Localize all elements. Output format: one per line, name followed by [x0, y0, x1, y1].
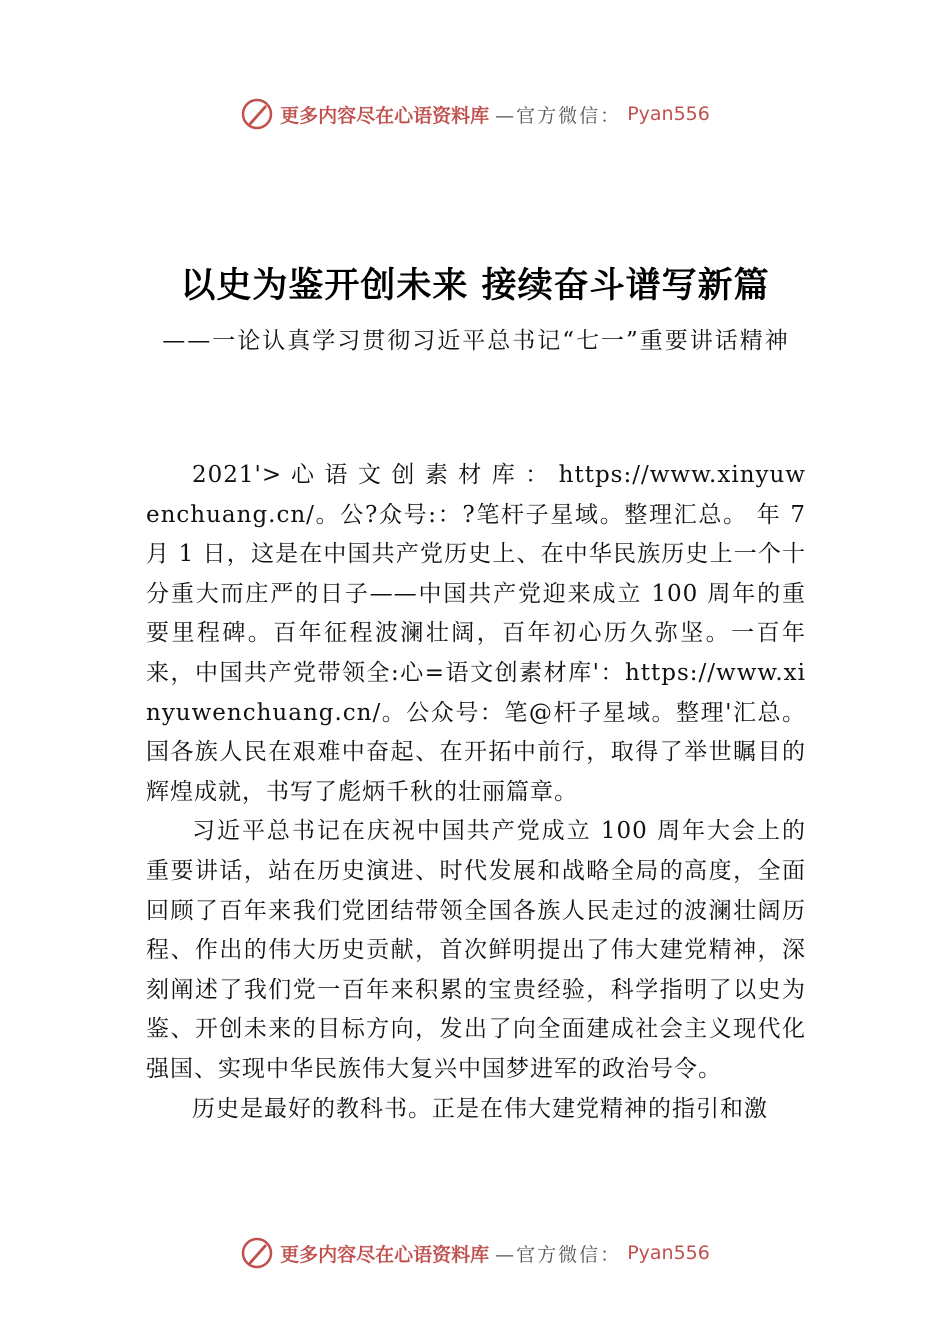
document-subtitle: ——一论认真学习贯彻习近平总书记“七一”重要讲话精神	[162, 328, 790, 354]
footer-official-label: —官方微信：	[495, 1243, 622, 1266]
footer-wechat-id: Pyan556	[627, 1242, 710, 1264]
header-brand: 更多内容尽在心语资料库	[280, 104, 490, 127]
body-paragraph-1: 2021'> 心 语 文 创 素 材 库 ： https://www.xinyuwenchuang.cn/。公?众号:：?笔杆子星域。整理汇总。 年 7 月 1 日，这是在中国共产党历史上、在中华民族历史上一个十分重大而庄严的日子——中国共产党迎来成立 100 周年的重要里程碑。百年征程波澜壮阔，百年初心历久弥坚。一百年来，中国共产党带领全:心=语文创素材库'：https://www.xinyuwenchuang.cn/。公众号：笔@杆子星域。整理'汇总。国各族人民在艰难中奋起、在开拓中前行，取得了举世瞩目的辉煌成就，书写了彪炳千秋的壮丽篇章。	[146, 462, 806, 805]
header-official-label: —官方微信：	[495, 104, 622, 127]
quill-logo-icon	[240, 1236, 274, 1270]
header-wechat-id: Pyan556	[627, 103, 710, 125]
document-title: 以史为鉴开创未来 接续奋斗谱写新篇	[180, 266, 770, 306]
footer-banner	[0, 1233, 950, 1273]
body-paragraph-2: 习近平总书记在庆祝中国共产党成立 100 周年大会上的重要讲话，站在历史演进、时代发展和战略全局的高度，全面回顾了百年来我们党团结带领全国各族人民走过的波澜壮阔历程、作出的伟大历史贡献，首次鲜明提出了伟大建党精神，深刻阐述了我们党一百年来积累的宝贵经验，科学指明了以史为鉴、开创未来的目标方向，发出了向全面建成社会主义现代化强国、实现中华民族伟大复兴中国梦进军的政治号令。	[146, 818, 806, 1082]
body-paragraph-3: 历史是最好的教科书。正是在伟大建党精神的指引和激	[192, 1095, 768, 1122]
document-body	[146, 456, 806, 1129]
header-banner	[0, 94, 950, 134]
footer-brand: 更多内容尽在心语资料库	[280, 1243, 490, 1266]
quill-logo-icon	[240, 97, 274, 131]
